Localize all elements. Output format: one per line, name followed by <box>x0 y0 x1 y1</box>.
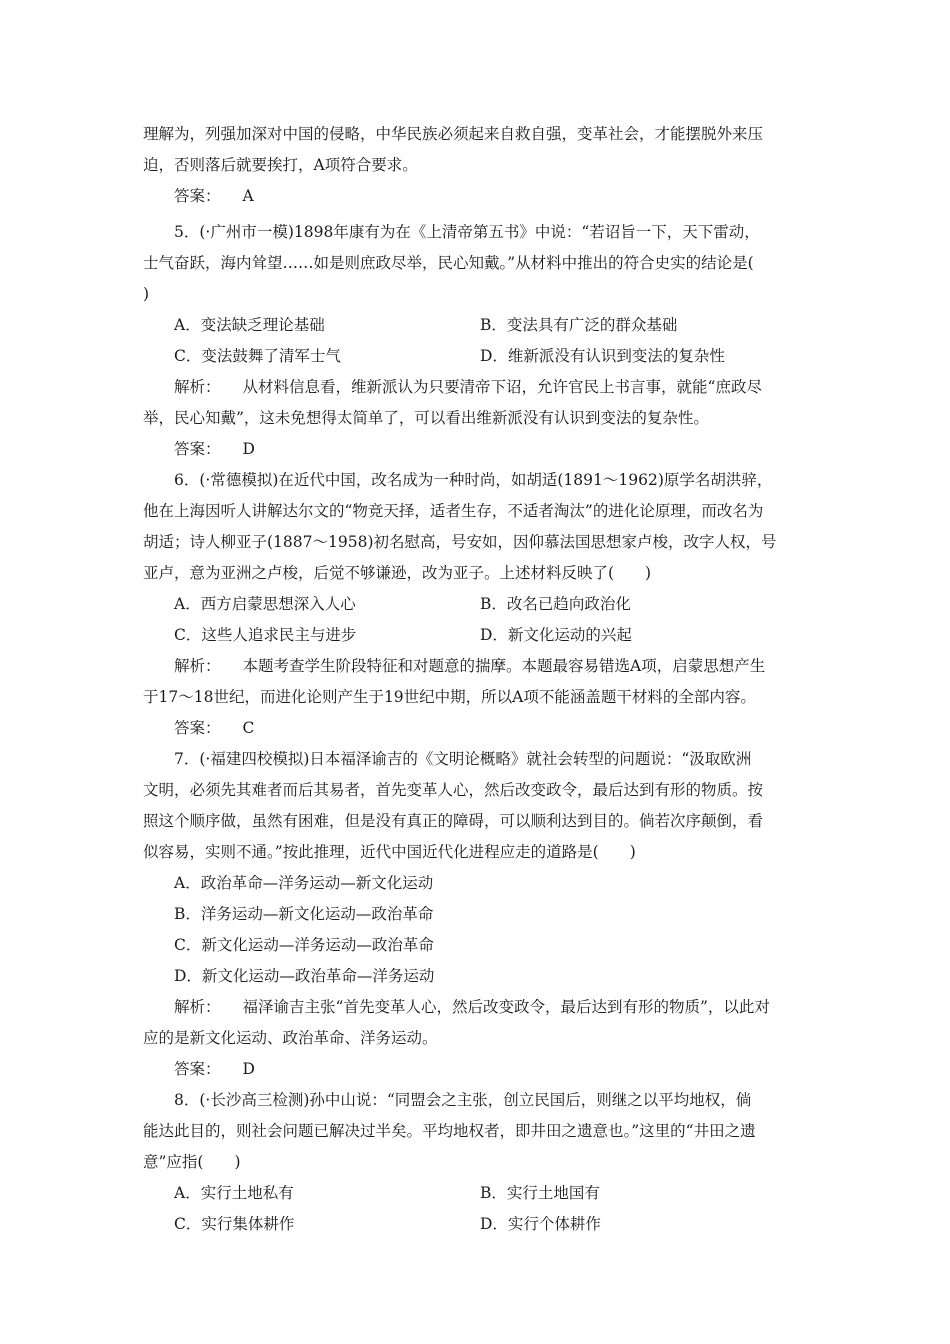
intro-explanation-line-1: 理解为，列强加深对中国的侵略，中华民族必须起来自救自强，变革社会，才能摆脱外来压 <box>143 125 764 143</box>
answer-label: 答案： <box>174 1060 221 1078</box>
q6-answer <box>174 718 254 738</box>
q5-option-d: D．维新派没有认识到变法的复杂性 <box>480 347 725 365</box>
q6-explanation-line-2: 于17～18世纪，而进化论则产生于19世纪中期，所以A项不能涵盖题干材料的全部内容。 <box>143 688 756 706</box>
q5-answer <box>174 439 255 459</box>
q7-option-d: D．新文化运动—政治革命—洋务运动 <box>174 967 435 985</box>
intro-explanation-line-2: 迫，否则落后就要挨打，A项符合要求。 <box>143 156 418 174</box>
q8-stem-line-2: 能达此目的，则社会问题已解决过半矣。平均地权者，即井田之遗意也。”这里的“井田之遗 <box>143 1122 756 1140</box>
q7-stem-line-3: 照这个顺序做，虽然有困难，但是没有真正的障碍，可以顺利达到目的。倘若次序颠倒，看 <box>143 812 764 830</box>
q6-option-d: D．新文化运动的兴起 <box>480 626 632 644</box>
answer-label: 答案： <box>174 440 221 458</box>
q8-stem-line-1: 8．(·长沙高三检测)孙中山说：“同盟会之主张，创立民国后，则继之以平均地权，倘 <box>174 1091 752 1109</box>
q7-explanation-line-1 <box>174 997 770 1017</box>
q8-option-c: C．实行集体耕作 <box>174 1215 295 1233</box>
q5-explanation-line-1 <box>174 377 762 397</box>
q7-answer <box>174 1059 255 1079</box>
q6-stem-line-3: 胡适；诗人柳亚子(1887～1958)初名慰高，号安如，因仰慕法国思想家卢梭，改字人权，号 <box>143 533 777 551</box>
explanation-label: 解析： <box>174 657 221 675</box>
q7-stem-line-4: 似容易，实则不通。”按此推理，近代中国近代化进程应走的道路是( ) <box>143 843 636 861</box>
q6-option-c: C．这些人追求民主与进步 <box>174 626 357 644</box>
q5-stem-line-1: 5．(·广州市一模)1898年康有为在《上清帝第五书》中说：“若诏旨一下，天下雷动， <box>174 223 760 241</box>
q6-stem-line-2: 他在上海因听人讲解达尔文的“物竞天择，适者生存，不适者淘汰”的进化论原理，而改名为 <box>143 502 764 520</box>
answer-value: D <box>242 440 255 458</box>
answer-value: C <box>242 719 255 737</box>
answer-value: A <box>242 187 254 205</box>
answer-label: 答案： <box>174 187 221 205</box>
explanation-text: 本题考查学生阶段特征和对题意的揣摩。本题最容易错选A项，启蒙思想产生 <box>242 657 766 675</box>
q8-stem-line-3: 意”应指( ) <box>143 1153 241 1171</box>
q5-option-c: C．变法鼓舞了清军士气 <box>174 347 341 365</box>
q5-option-a: A．变法缺乏理论基础 <box>174 316 325 334</box>
q6-stem-line-1: 6．(·常德模拟)在近代中国，改名成为一种时尚，如胡适(1891～1962)原学名胡洪骍， <box>174 471 773 489</box>
q5-option-b: B．变法具有广泛的群众基础 <box>480 316 678 334</box>
q5-explanation-line-2: 举，民心知戴”，这未免想得太简单了，可以看出维新派没有认识到变法的复杂性。 <box>143 409 709 427</box>
explanation-label: 解析： <box>174 998 221 1016</box>
q8-option-a: A．实行土地私有 <box>174 1184 294 1202</box>
explanation-text: 从材料信息看，维新派认为只要清帝下诏，允许官民上书言事，就能“庶政尽 <box>242 378 762 396</box>
q6-option-a: A．西方启蒙思想深入人心 <box>174 595 356 613</box>
q7-explanation-line-2: 应的是新文化运动、政治革命、洋务运动。 <box>143 1029 438 1047</box>
answer-value: D <box>242 1060 255 1078</box>
q7-option-c: C．新文化运动—洋务运动—政治革命 <box>174 936 434 954</box>
q5-stem-line-2: 士气奋跃，海内耸望……如是则庶政尽举，民心知戴。”从材料中推出的符合史实的结论是( <box>143 254 754 272</box>
q8-option-d: D．实行个体耕作 <box>480 1215 601 1233</box>
explanation-text: 福泽谕吉主张“首先变革人心，然后改变政令，最后达到有形的物质”，以此对 <box>242 998 770 1016</box>
q6-stem-line-4: 亚卢，意为亚洲之卢梭，后觉不够谦逊，改为亚子。上述材料反映了( ) <box>143 564 652 582</box>
q8-option-b: B．实行土地国有 <box>480 1184 600 1202</box>
q6-option-b: B．改名已趋向政治化 <box>480 595 631 613</box>
q6-explanation-line-1 <box>174 656 765 676</box>
q7-stem-line-1: 7．(·福建四校模拟)日本福泽谕吉的《文明论概略》就社会转型的问题说：“汲取欧洲 <box>174 750 752 768</box>
intro-answer <box>174 186 254 206</box>
answer-label: 答案： <box>174 719 221 737</box>
q7-option-b: B．洋务运动—新文化运动—政治革命 <box>174 905 434 923</box>
q7-stem-line-2: 文明，必须先其难者而后其易者，首先变革人心，然后改变政令，最后达到有形的物质。按 <box>143 781 764 799</box>
q5-stem-line-3: ) <box>143 285 150 303</box>
explanation-label: 解析： <box>174 378 221 396</box>
q7-option-a: A．政治革命—洋务运动—新文化运动 <box>174 874 434 892</box>
